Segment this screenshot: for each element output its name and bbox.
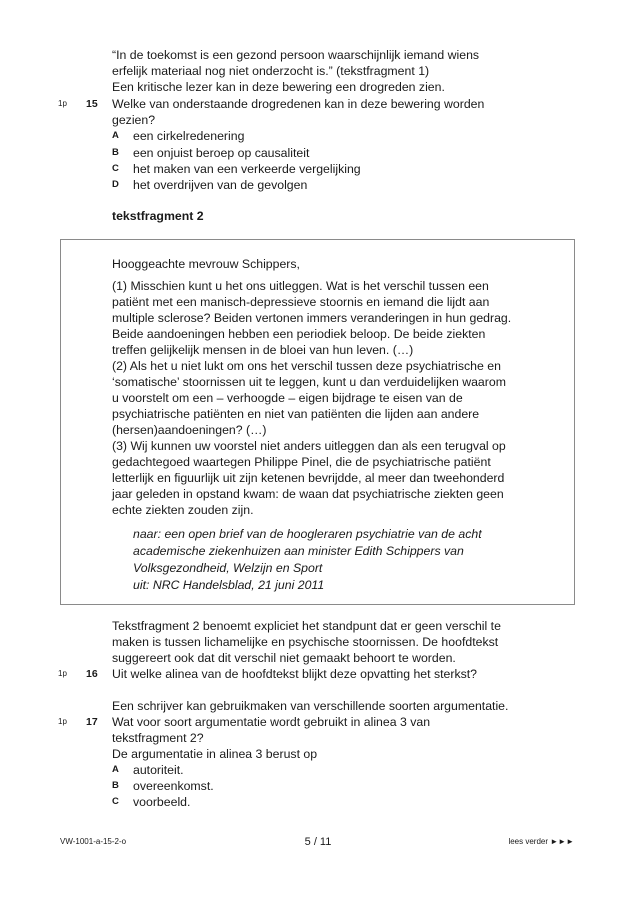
fragment2-line: (1) Misschien kunt u het ons uitleggen. Wat is het verschil tussen een bbox=[112, 279, 489, 293]
q17-option-letter: C bbox=[112, 796, 119, 807]
fragment2-heading: tekstfragment 2 bbox=[112, 209, 204, 223]
q15-option-text: een onjuist beroep op causaliteit bbox=[133, 146, 310, 160]
q17-intro: Een schrijver kan gebruikmaken van verschillende soorten argumentatie. bbox=[112, 699, 509, 713]
intro-line: erfelijk materiaal nog niet onderzocht is.” (tekstfragment 1) bbox=[112, 64, 430, 78]
fragment2-source: academische ziekenhuizen aan minister Edith Schippers van bbox=[133, 544, 464, 558]
q15-points: 1p bbox=[58, 99, 67, 108]
fragment2-line: patiënt met een manisch-depressieve stoornis en iemand die lijdt aan bbox=[112, 295, 490, 309]
q16-number: 16 bbox=[86, 668, 98, 680]
q17-question-line: De argumentatie in alinea 3 berust op bbox=[112, 747, 318, 761]
q17-option-letter: A bbox=[112, 764, 119, 775]
fragment2-line: psychiatrische patiënten en niet van patiënten die lijden aan andere bbox=[112, 407, 480, 421]
q15-option-text: een cirkelredenering bbox=[133, 129, 245, 143]
intro-line: “In de toekomst is een gezond persoon waarschijnlijk iemand wiens bbox=[112, 48, 480, 62]
q15-option-letter: A bbox=[112, 130, 119, 141]
q17-option-text: overeenkomst. bbox=[133, 779, 214, 793]
fragment2-source: Volksgezondheid, Welzijn en Sport bbox=[133, 561, 323, 575]
q15-question-line: Welke van onderstaande drogredenen kan in deze bewering worden bbox=[112, 97, 485, 111]
q15-option-text: het overdrijven van de gevolgen bbox=[133, 178, 308, 192]
q15-number: 15 bbox=[86, 98, 98, 110]
q15-option-text: het maken van een verkeerde vergelijking bbox=[133, 162, 361, 176]
fragment2-line: multiple sclerose? Beiden vertonen immers veranderingen in hun gedrag. bbox=[112, 311, 512, 325]
q15-option-letter: C bbox=[112, 163, 119, 174]
q17-question-line: tekstfragment 2? bbox=[112, 731, 204, 745]
fragment2-line: (hersen)aandoeningen? (…) bbox=[112, 423, 267, 437]
q15-option-letter: D bbox=[112, 179, 119, 190]
q17-points: 1p bbox=[58, 717, 67, 726]
q15-option-letter: B bbox=[112, 147, 119, 158]
fragment2-line: echte ziekten zouden zijn. bbox=[112, 503, 254, 517]
fragment2-line: letterlijk en figuurlijk uit zijn ketenen bevrijdde, al meer dan tweehonderd bbox=[112, 471, 505, 485]
footer-next: lees verder ►►► bbox=[508, 837, 574, 846]
q17-number: 17 bbox=[86, 716, 98, 728]
footer-page-number: 5 / 11 bbox=[304, 836, 332, 848]
q16-intro-line: maken is tussen lichamelijke en psychische stoornissen. De hoofdtekst bbox=[112, 635, 499, 649]
fragment2-source: uit: NRC Handelsblad, 21 juni 2011 bbox=[133, 578, 325, 592]
intro-line: Een kritische lezer kan in deze bewering een drogreden zien. bbox=[112, 80, 445, 94]
fragment2-salutation: Hooggeachte mevrouw Schippers, bbox=[112, 257, 300, 271]
fragment2-line: ‘somatische’ stoornissen uit te leggen, kunt u dan verduidelijken waarom bbox=[112, 375, 506, 389]
fragment2-line: u voorstelt om een – verhoogde – eigen bijdrage te eisen van de bbox=[112, 391, 463, 405]
q15-question-line: gezien? bbox=[112, 113, 156, 127]
fragment2-line: (3) Wij kunnen uw voorstel niet anders uitleggen dan als een terugval op bbox=[112, 439, 506, 453]
q16-points: 1p bbox=[58, 669, 67, 678]
fragment2-line: Beide aandoeningen hebben een periodiek beloop. De beide ziekten bbox=[112, 327, 486, 341]
q16-intro-line: suggereert ook dat dit verschil niet gemaakt behoort te worden. bbox=[112, 651, 456, 665]
q17-option-text: voorbeeld. bbox=[133, 795, 191, 809]
footer-code: VW-1001-a-15-2-o bbox=[60, 837, 127, 846]
fragment2-line: jaar geleden in opstand kwam: de waan dat psychiatrische ziekten geen bbox=[112, 487, 504, 501]
q16-intro-line: Tekstfragment 2 benoemt expliciet het standpunt dat er geen verschil te bbox=[112, 619, 501, 633]
fragment2-line: gedachtegoed waartegen Philippe Pinel, die de psychiatrische patiënt bbox=[112, 455, 491, 469]
q16-question: Uit welke alinea van de hoofdtekst blijkt deze opvatting het sterkst? bbox=[112, 667, 478, 681]
q17-option-text: autoriteit. bbox=[133, 763, 184, 777]
fragment2-line: treffen gelijkelijk mensen in de bloei van hun leven. (…) bbox=[112, 343, 414, 357]
fragment2-line: (2) Als het u niet lukt om ons het verschil tussen deze psychiatrische en bbox=[112, 359, 501, 373]
q17-option-letter: B bbox=[112, 780, 119, 791]
q17-question-line: Wat voor soort argumentatie wordt gebruikt in alinea 3 van bbox=[112, 715, 431, 729]
fragment2-source: naar: een open brief van de hoogleraren psychiatrie van de acht bbox=[133, 527, 482, 541]
